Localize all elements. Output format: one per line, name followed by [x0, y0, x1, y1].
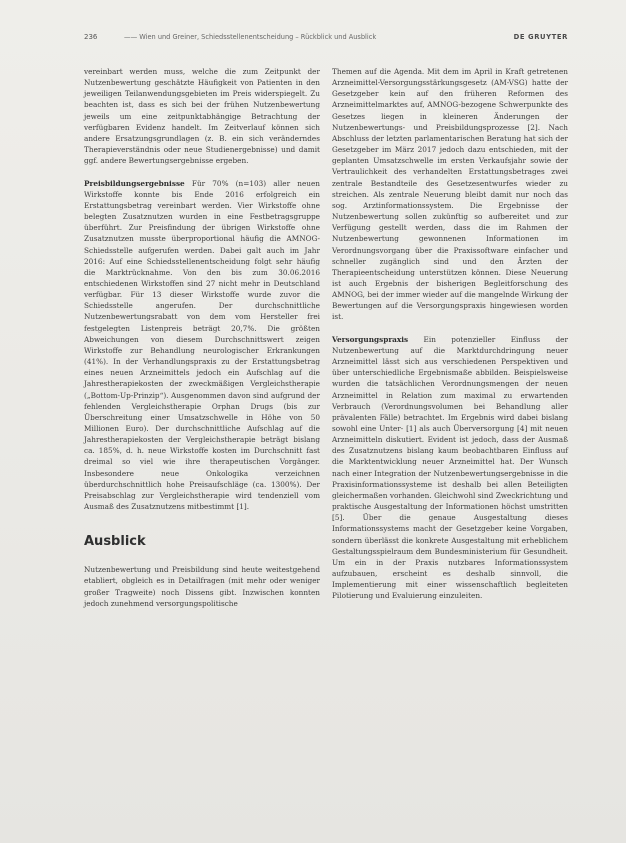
paragraph-text: Ein potenzieller Einfluss der Nutzenbewertung auf die Marktdurchdringung neuer Arzneimittel lässt sich aus verschiedenen Perspektiven und über unterschiedliche Ergebnismaße abbilden. Beispielsweise wurden die tatsächlichen Verordnungsmengen der neuen Arzneimittel in Relation zum maximal zu erwartenden Verbrauch (Verordnungsvolumen bei Behandlung aller prävalenten Fälle) betrachtet. Im Ergebnis wird dabei bislang sowohl eine Unter- [1] als auch Überversorgung [4] mit neuen Arzneimitteln diskutiert. Evident ist jedoch, dass der Ausmaß des Zusatznutzens bislang kaum beobachtbaren Einfluss auf die Marktentwicklung neuer Arzneimittel hat. Der Wunsch nach einer Integration der Nutzenbewertungsergebnisse in die Praxisinformationssysteme ist deshalb bei allen Beteiligten gleichermaßen vorhanden. Gleichwohl sind Zweckrichtung und praktische Ausgestaltung der Informationen höchst umstritten [5]. Über die genaue Ausgestaltung dieses Informationssystems macht der Gesetzgeber keine Vorgaben, sondern überlässt die konkrete Ausgestaltung mit erheblichem Gestaltungsspielraum dem Bundesministerium für Gesundheit. Um ein in der Praxis nutzbares Informationssystem aufzubauen, erscheint es deshalb sinnvoll, die Implementierung mit einer wissenschaftlich begleiteten Pilotierung und Evaluierung einzuleiten.: [332, 334, 568, 601]
paragraph: [84, 178, 320, 513]
paragraph: Nutzenbewertung und Preisbildung sind heute weitestgehend etabliert, obgleich es in Detailfragen (mit mehr oder weniger großer Tragweite) noch Dissens gibt. Inzwischen konnten jedoch zunehmend versorgungspolitische: [84, 565, 320, 608]
paragraph-lead: Versorgungspraxis: [332, 334, 409, 344]
running-title: —— Wien und Greiner, Schiedsstellenentscheidung – Rückblick und Ausblick: [124, 33, 377, 41]
paragraph-text: Für 70% (n=103) aller neuen Wirkstoffe konnte bis Ende 2016 erfolgreich ein Erstattungsbetrag vereinbart werden. Vier Wirkstoffe ohne belegten Zusatznutzen wurden in eine Festbetragsgruppe überführt. Zur Preisfindung der übrigen Wirkstoffe ohne Zusatznutzen musste überproportional häufig die AMNOG-Schiedsstelle aufgerufen werden. Dabei galt auch im Jahr 2016: Auf eine Schiedsstellenentscheidung folgt sehr häufig die Marktrücknahme. Von den bis zum 30.06.2016 entschiedenen Wirkstoffen sind 27 nicht mehr in Deutschland verfügbar. Für 13 dieser Wirkstoffe wurde zuvor die Schiedsstelle angerufen. Der durchschnittliche Nutzenbewertungsrabatt von dem vom Hersteller frei festgelegten Listenpreis beträgt 20,7%. Die größten Abweichungen von diesem Durchschnittswert zeigen Wirkstoffe zur Behandlung neurologischer Erkrankungen (41%). In der Verhandlungspraxis zu der Erstattungsbetrag eines neuen Arzneimittels jedoch ein Aufschlag auf die Jahrestherapiekosten der zweckmäßigen Vergleichstherapie („Bottom-Up-Prinzip“). Ausgenommen davon sind aufgrund der fehlenden Vergleichstherapie Orphan Drugs (bis zur Überschreitung einer Umsatzschwelle in Höhe von 50 Millionen Euro). Der durchschnittliche Aufschlag auf die Jahrestherapiekosten der Vergleichstherapie beträgt bislang ca. 185%, d. h. neue Wirkstoffe kosten im Durchschnitt fast dreimal so viel wie ihre therapeutischen Vorgänger. Insbesondere neue Onkologika verzeichnen überdurchschnittlich hohe Preisaufschläge (ca. 1300%). Der Preisabschlag zur Vergleichstherapie wird tendenziell vom Ausmaß des Zusatznutzens mitbestimmt [1].: [84, 178, 320, 512]
running-header: [84, 33, 568, 45]
page-number: 236: [84, 33, 98, 41]
paragraph: Themen auf die Agenda. Mit dem im April in Kraft getretenen Arzneimittel-Versorgungsstärkungsgesetz (AM-VSG) hatte der Gesetzgeber kein auf den früheren Reformen des Arzneimittelmarktes auf, AMNOG-bezogene Schwerpunkte des Gesetzes liegen in kleineren Änderungen der Nutzenbewertungs- und Preisbildungsprozesse [2]. Nach Abschluss der letzten parlamentarischen Beratung hat sich der Gesetzgeber im März 2017 jedoch dazu entschieden, mit der geplanten Umsatzschwelle im ersten Verkaufsjahr sowie der Vertraulichkeit des verhandelten Erstattungsbetrages zwei zentrale Bestandteile des Gesetzesentwurfes wieder zu streichen. Als zentrale Neuerung bleibt damit nur noch das sog. Arztinformationssystem. Die Ergebnisse der Nutzenbewertung sollen zukünftig so aufbereitet und zur Verfügung gestellt werden, dass die im Rahmen der Nutzenbewertung gewonnenen Informationen im Verordnungsvorgang über die Praxissoftware einfacher und schneller zugänglich sind und den Ärzten der Therapieentscheidung unterstützen können. Diese Neuerung ist auch Ergebnis der bisherigen Begleitforschung des AMNOG, bei der immer wieder auf die mangelnde Wirkung der Bewertungen auf die Versorgungspraxis hingewiesen worden ist.: [332, 67, 568, 322]
section-heading: Ausblick: [84, 534, 146, 550]
paragraph: [332, 334, 568, 602]
right-column: [332, 66, 568, 602]
publisher-logo: DE GRUYTER: [513, 33, 568, 41]
paragraph: vereinbart werden muss, welche die zum Zeitpunkt der Nutzenbewertung geschätzte Häufigkeit von Patienten in den jeweiligen Teilanwendungsgebieten im Preis widerspiegelt. Zu beachten ist, dass es sich bei der frühen Nutzenbewertung jeweils um eine zeitpunktabhängige Betrachtung der verfügbaren Evidenz handelt. Im Zeitverlauf können sich andere Ersatzungsgrundlagen (z. B. ein sich veränderndes Therapieverständnis oder neue Studienergebnisse) und damit ggf. andere Bewertungsergebnisse ergeben.: [84, 67, 320, 166]
paragraph-lead: Preisbildungsergebnisse: [84, 178, 185, 188]
left-column: [84, 66, 320, 609]
